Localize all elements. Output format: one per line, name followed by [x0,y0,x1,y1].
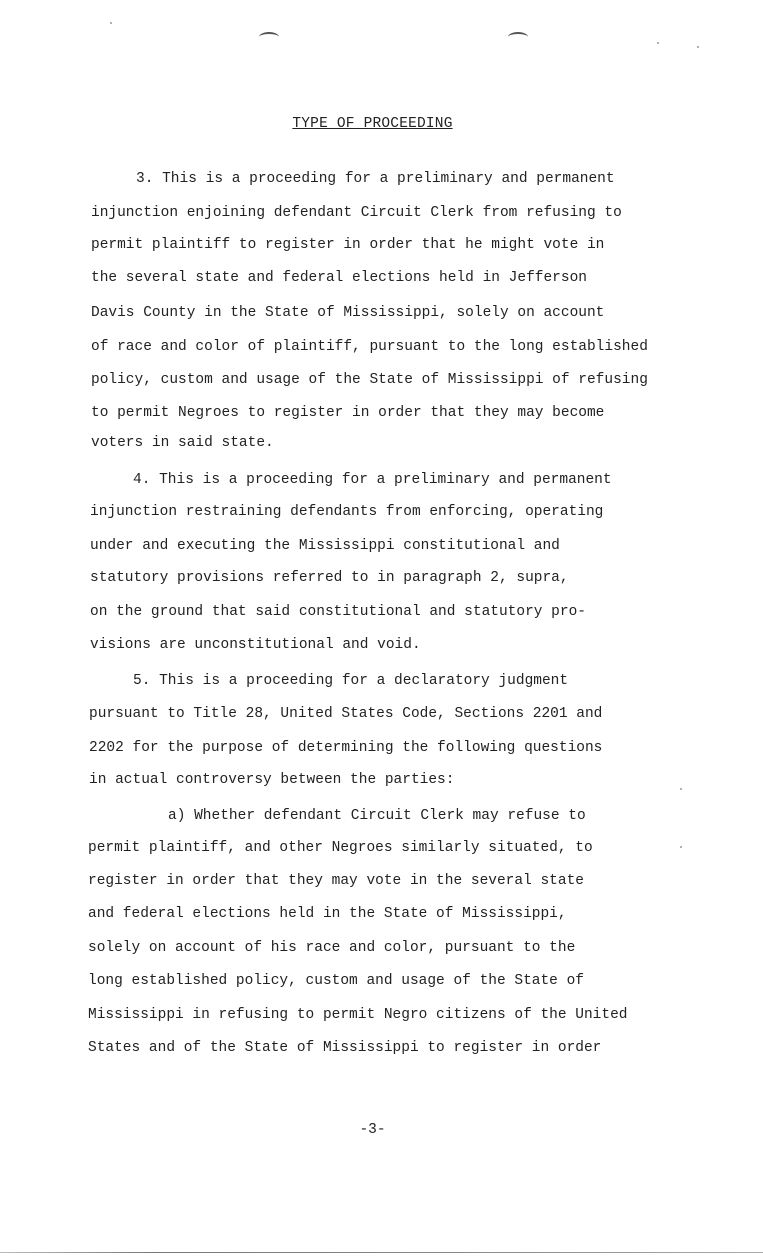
text-line: in actual controversy between the parties: [89,772,455,788]
text-line: 5. This is a proceeding for a declaratory judgment [133,673,569,689]
text-line: permit plaintiff, and other Negroes similarly situated, to [88,840,593,856]
text-line: long established policy, custom and usage of the State of [88,973,584,989]
text-line: and federal elections held in the State of Mississippi, [88,906,567,922]
text-line: a) Whether defendant Circuit Clerk may refuse to [168,808,586,824]
scan-mark-left [259,32,279,42]
text-line: injunction restraining defendants from enforcing, operating [90,504,604,520]
text-line: Davis County in the State of Mississippi, solely on account [91,305,605,321]
text-line: States and of the State of Mississippi to register in order [88,1040,602,1056]
text-line: pursuant to Title 28, United States Code, Sections 2201 and [89,706,603,722]
page-number: -3- [359,1122,386,1138]
text-line: permit plaintiff to register in order that he might vote in [91,237,605,253]
text-line: the several state and federal elections held in Jefferson [91,270,587,286]
text-line: under and executing the Mississippi constitutional and [90,538,560,554]
text-line: voters in said state. [91,435,274,451]
text-line: 4. This is a proceeding for a preliminary and permanent [133,472,612,488]
text-line: register in order that they may vote in the several state [88,873,584,889]
scan-speck [657,42,659,44]
text-line: to permit Negroes to register in order that they may become [91,405,605,421]
text-line: of race and color of plaintiff, pursuant to the long established [91,339,648,355]
text-line: injunction enjoining defendant Circuit Clerk from refusing to [91,205,622,221]
scan-speck [110,22,112,24]
text-line: on the ground that said constitutional and statutory pro- [90,604,586,620]
scan-edge-rule [0,1252,763,1253]
text-line: Mississippi in refusing to permit Negro citizens of the United [88,1007,628,1023]
scan-speck [680,846,682,848]
text-line: solely on account of his race and color, pursuant to the [88,940,576,956]
scan-speck [680,788,682,790]
section-title: TYPE OF PROCEEDING [292,116,453,132]
text-line: statutory provisions referred to in paragraph 2, supra, [90,570,569,586]
scan-mark-right [508,32,528,42]
text-line: policy, custom and usage of the State of Mississippi of refusing [91,372,648,388]
text-line: visions are unconstitutional and void. [90,637,421,653]
text-line: 2202 for the purpose of determining the following questions [89,740,603,756]
text-line: 3. This is a proceeding for a preliminary and permanent [136,171,615,187]
scan-speck [697,46,699,48]
